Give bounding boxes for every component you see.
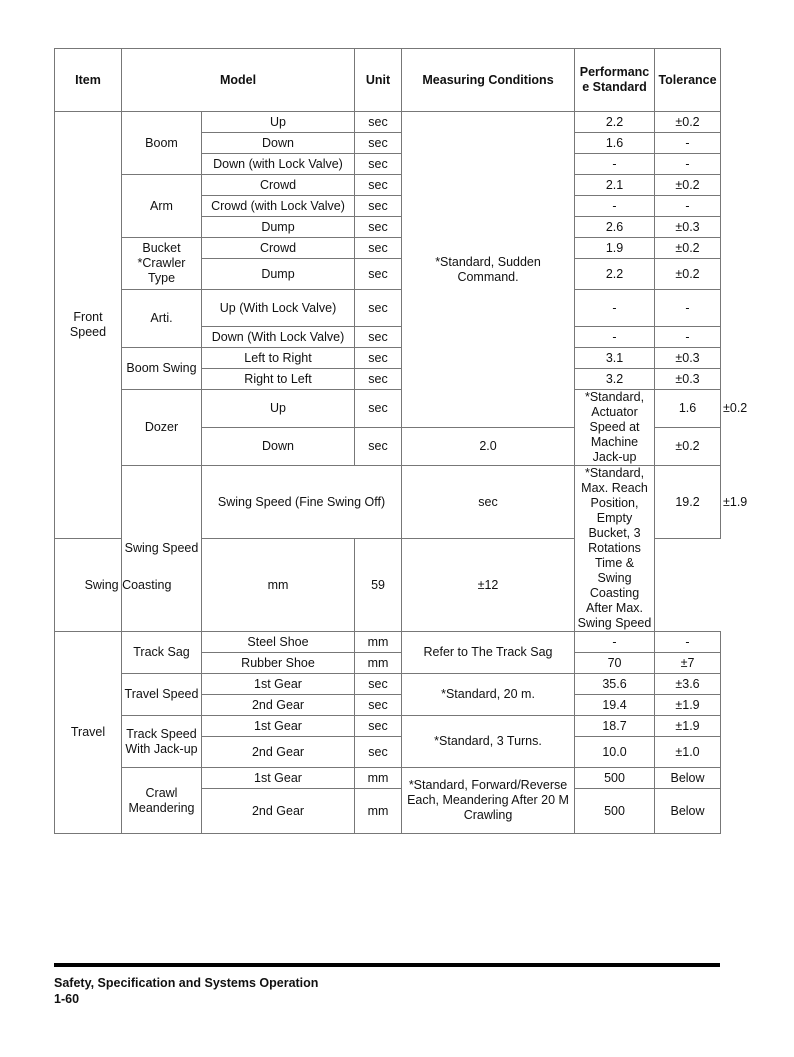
- header-performance: Performance Standard: [575, 49, 655, 112]
- table-row: [55, 238, 721, 259]
- perf-value: 70: [575, 653, 655, 674]
- perf-value: 500: [575, 789, 655, 834]
- unit: sec: [355, 428, 402, 466]
- sub-model: 2nd Gear: [202, 695, 355, 716]
- header-item: Item: [55, 49, 122, 112]
- swing-model: Swing Coasting: [55, 539, 202, 632]
- tol-value: Below: [655, 768, 721, 789]
- perf-value: 2.1: [575, 175, 655, 196]
- tol-value: ±0.2: [655, 175, 721, 196]
- unit: sec: [355, 737, 402, 768]
- perf-value: -: [575, 196, 655, 217]
- sub-model: Crowd: [202, 238, 355, 259]
- perf-value: 1.6: [655, 390, 721, 428]
- tol-value: ±0.3: [655, 217, 721, 238]
- perf-value: -: [575, 632, 655, 653]
- perf-value: -: [575, 154, 655, 175]
- unit: sec: [355, 154, 402, 175]
- group-arti: Arti.: [122, 290, 202, 348]
- sub-model: Down: [202, 133, 355, 154]
- sub-model: Crowd: [202, 175, 355, 196]
- unit: mm: [355, 768, 402, 789]
- unit: mm: [355, 653, 402, 674]
- perf-value: 18.7: [575, 716, 655, 737]
- tol-value: -: [655, 154, 721, 175]
- sub-model: Up (With Lock Valve): [202, 290, 355, 327]
- group-dozer: Dozer: [122, 390, 202, 466]
- tol-value: ±1.9: [655, 695, 721, 716]
- sub-model: Up: [202, 112, 355, 133]
- tol-value: ±0.2: [655, 112, 721, 133]
- group-arm: Arm: [122, 175, 202, 238]
- perf-value: 35.6: [575, 674, 655, 695]
- table-row: Swing Speed Swing Speed (Fine Swing Off) sec *Standard, Max. Reach Position, Empty Bucket, 3 Rotations Time & Swing Coasting After Max. Swing Speed 19.2 ±1.9: [55, 466, 721, 539]
- sub-model: Steel Shoe: [202, 632, 355, 653]
- group-boom: Boom: [122, 112, 202, 175]
- sub-model: 1st Gear: [202, 674, 355, 695]
- perf-value: 500: [575, 768, 655, 789]
- unit: mm: [355, 632, 402, 653]
- perf-value: 2.2: [575, 112, 655, 133]
- sub-model: Crowd (with Lock Valve): [202, 196, 355, 217]
- table-row: [55, 768, 721, 789]
- perf-value: 3.2: [575, 369, 655, 390]
- sub-model: 2nd Gear: [202, 737, 355, 768]
- item-front-speed: Front Speed: [55, 112, 122, 539]
- table-row: [55, 175, 721, 196]
- tol-value: ±0.2: [655, 259, 721, 290]
- perf-value: 1.9: [575, 238, 655, 259]
- perf-value: 2.6: [575, 217, 655, 238]
- tol-value: ±0.3: [655, 348, 721, 369]
- tol-value: -: [655, 290, 721, 327]
- conditions-front-speed: *Standard, Sudden Command.: [402, 112, 575, 428]
- tol-value: ±7: [655, 653, 721, 674]
- sub-model: Down (With Lock Valve): [202, 327, 355, 348]
- item-swing-speed: Swing Speed: [122, 466, 202, 632]
- perf-value: 10.0: [575, 737, 655, 768]
- unit: sec: [355, 217, 402, 238]
- unit: sec: [355, 369, 402, 390]
- header-tolerance: Tolerance: [655, 49, 721, 112]
- table-row: [55, 632, 721, 653]
- unit: sec: [355, 259, 402, 290]
- footer-title: Safety, Specification and Systems Operation: [54, 976, 319, 990]
- unit: sec: [355, 112, 402, 133]
- perf-value: 19.2: [655, 466, 721, 539]
- table-row: [55, 716, 721, 737]
- group-travel-speed: Travel Speed: [122, 674, 202, 716]
- sub-model: Left to Right: [202, 348, 355, 369]
- conditions-crawl: *Standard, Forward/Reverse Each, Meandering After 20 M Crawling: [402, 768, 575, 834]
- unit: sec: [355, 674, 402, 695]
- tol-value: ±1.9: [655, 716, 721, 737]
- conditions-dozer: *Standard, Actuator Speed at Machine Jack-up: [575, 390, 655, 466]
- unit: sec: [355, 290, 402, 327]
- sub-model: Right to Left: [202, 369, 355, 390]
- tol-value: -: [655, 133, 721, 154]
- perf-value: -: [575, 290, 655, 327]
- sub-model: Dump: [202, 259, 355, 290]
- table-row: [55, 290, 721, 327]
- unit: sec: [355, 716, 402, 737]
- unit: mm: [355, 789, 402, 834]
- header-conditions: Measuring Conditions: [402, 49, 575, 112]
- tol-value: Below: [655, 789, 721, 834]
- perf-value: 1.6: [575, 133, 655, 154]
- swing-model: Swing Speed (Fine Swing Off): [202, 466, 402, 539]
- sub-model: Rubber Shoe: [202, 653, 355, 674]
- tol-value: -: [655, 196, 721, 217]
- unit: sec: [355, 175, 402, 196]
- item-travel: Travel: [55, 632, 122, 834]
- tol-value: ±1.0: [655, 737, 721, 768]
- footer-divider: [54, 963, 720, 967]
- unit: mm: [202, 539, 355, 632]
- unit: sec: [355, 695, 402, 716]
- tol-value: ±12: [402, 539, 575, 632]
- perf-value: 2.0: [402, 428, 575, 466]
- group-jack-up: Track Speed With Jack-up: [122, 716, 202, 768]
- group-track-sag: Track Sag: [122, 632, 202, 674]
- sub-model: 1st Gear: [202, 768, 355, 789]
- perf-value: 2.2: [575, 259, 655, 290]
- conditions-travel-speed: *Standard, 20 m.: [402, 674, 575, 716]
- perf-value: 59: [355, 539, 402, 632]
- group-crawl: Crawl Meandering: [122, 768, 202, 834]
- table-row: [55, 112, 721, 133]
- tol-value: -: [655, 327, 721, 348]
- tol-value: -: [655, 632, 721, 653]
- table-row: [55, 348, 721, 369]
- unit: sec: [402, 466, 575, 539]
- sub-model: Up: [202, 390, 355, 428]
- unit: sec: [355, 133, 402, 154]
- specification-table: [54, 48, 748, 834]
- group-bucket: Bucket *Crawler Type: [122, 238, 202, 290]
- unit: sec: [355, 348, 402, 369]
- perf-value: -: [575, 327, 655, 348]
- conditions-swing: *Standard, Max. Reach Position, Empty Bucket, 3 Rotations Time & Swing Coasting After Max. Swing Speed: [575, 466, 655, 632]
- tol-value: ±0.2: [655, 238, 721, 259]
- unit: sec: [355, 390, 402, 428]
- table-header-row: [55, 49, 721, 112]
- unit: sec: [355, 196, 402, 217]
- header-unit: Unit: [355, 49, 402, 112]
- perf-value: 19.4: [575, 695, 655, 716]
- tol-value: ±0.3: [655, 369, 721, 390]
- sub-model: Dump: [202, 217, 355, 238]
- sub-model: Down: [202, 428, 355, 466]
- unit: sec: [355, 327, 402, 348]
- conditions-track-sag: Refer to The Track Sag: [402, 632, 575, 674]
- sub-model: 1st Gear: [202, 716, 355, 737]
- table-row: [55, 674, 721, 695]
- page-number: 1-60: [54, 992, 80, 1006]
- table-row: Dozer Up sec *Standard, Actuator Speed at Machine Jack-up 1.6 ±0.2: [55, 390, 721, 428]
- tol-value: ±3.6: [655, 674, 721, 695]
- sub-model: 2nd Gear: [202, 789, 355, 834]
- tol-value: ±0.2: [655, 428, 721, 466]
- header-model: Model: [122, 49, 355, 112]
- conditions-jack-up: *Standard, 3 Turns.: [402, 716, 575, 768]
- unit: sec: [355, 238, 402, 259]
- perf-value: 3.1: [575, 348, 655, 369]
- sub-model: Down (with Lock Valve): [202, 154, 355, 175]
- group-boom-swing: Boom Swing: [122, 348, 202, 390]
